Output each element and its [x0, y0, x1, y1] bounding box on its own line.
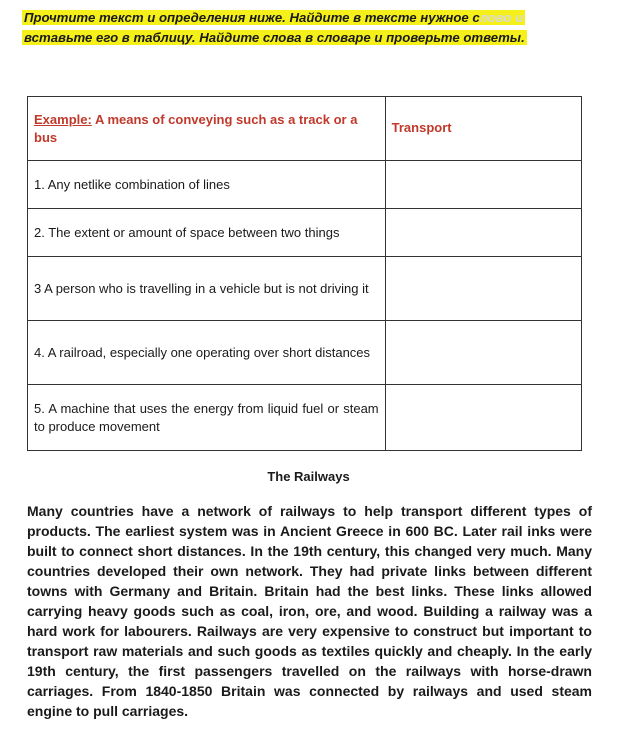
table-row: [28, 385, 582, 451]
table-row: [28, 257, 582, 321]
definition-cell: 3 A person who is travelling in a vehicle but is not driving it: [28, 257, 386, 321]
instruction-line-2: вставьте его в таблицу. Найдите слова в словаре и проверьте ответы.: [24, 30, 525, 45]
definition-cell: 2. The extent or amount of space between two things: [28, 209, 386, 257]
answer-cell[interactable]: [385, 209, 581, 257]
article-title: The Railways: [267, 469, 350, 484]
instruction-line-1: [22, 10, 525, 25]
instruction-line-1-text: Прочтите текст и определения ниже. Найдите в тексте нужное с: [24, 10, 480, 25]
instruction-faded-text: лово и: [479, 10, 524, 25]
answer-cell[interactable]: [385, 321, 581, 385]
table-row: [28, 161, 582, 209]
table-row: [28, 209, 582, 257]
example-label: Example:: [34, 111, 92, 127]
example-answer-cell: [385, 97, 581, 161]
table-row-example: [28, 97, 582, 161]
task-instruction: [22, 8, 590, 48]
table-row: [28, 321, 582, 385]
definition-cell: 1. Any netlike combination of lines: [28, 161, 386, 209]
answer-cell[interactable]: [385, 257, 581, 321]
example-definition: A means of conveying such as a track or a bus: [34, 111, 358, 145]
definitions-table: [27, 96, 582, 451]
answer-cell[interactable]: [385, 385, 581, 451]
article-body: Many countries have a network of railways to help transport different types of products. The earliest system was in Ancient Greece in 600 BC. Later rail inks were built to connect short distances. In the 19th century, this changed very much. Many countries developed their own network. They had private links between different towns with Germany and Britain. Britain had the best links. These links allowed carrying heavy goods such as coal, iron, ore, and wood. Building a railway was a hard work for labourers. Railways are very expensive to construct but important to transport raw materials and such goods as textiles quickly and cheaply. In the early 19th century, the first passengers travelled on the railways with horse-drawn carriages. From 1840-1850 Britain was connected by railways and used steam engine to pull carriages.: [27, 503, 592, 719]
definition-cell: 4. A railroad, especially one operating over short distances: [28, 321, 386, 385]
example-answer: Transport: [391, 120, 452, 135]
answer-cell[interactable]: [385, 161, 581, 209]
definition-cell: 5. A machine that uses the energy from liquid fuel or steam to produce movement: [28, 385, 386, 451]
example-definition-cell: [28, 97, 386, 161]
